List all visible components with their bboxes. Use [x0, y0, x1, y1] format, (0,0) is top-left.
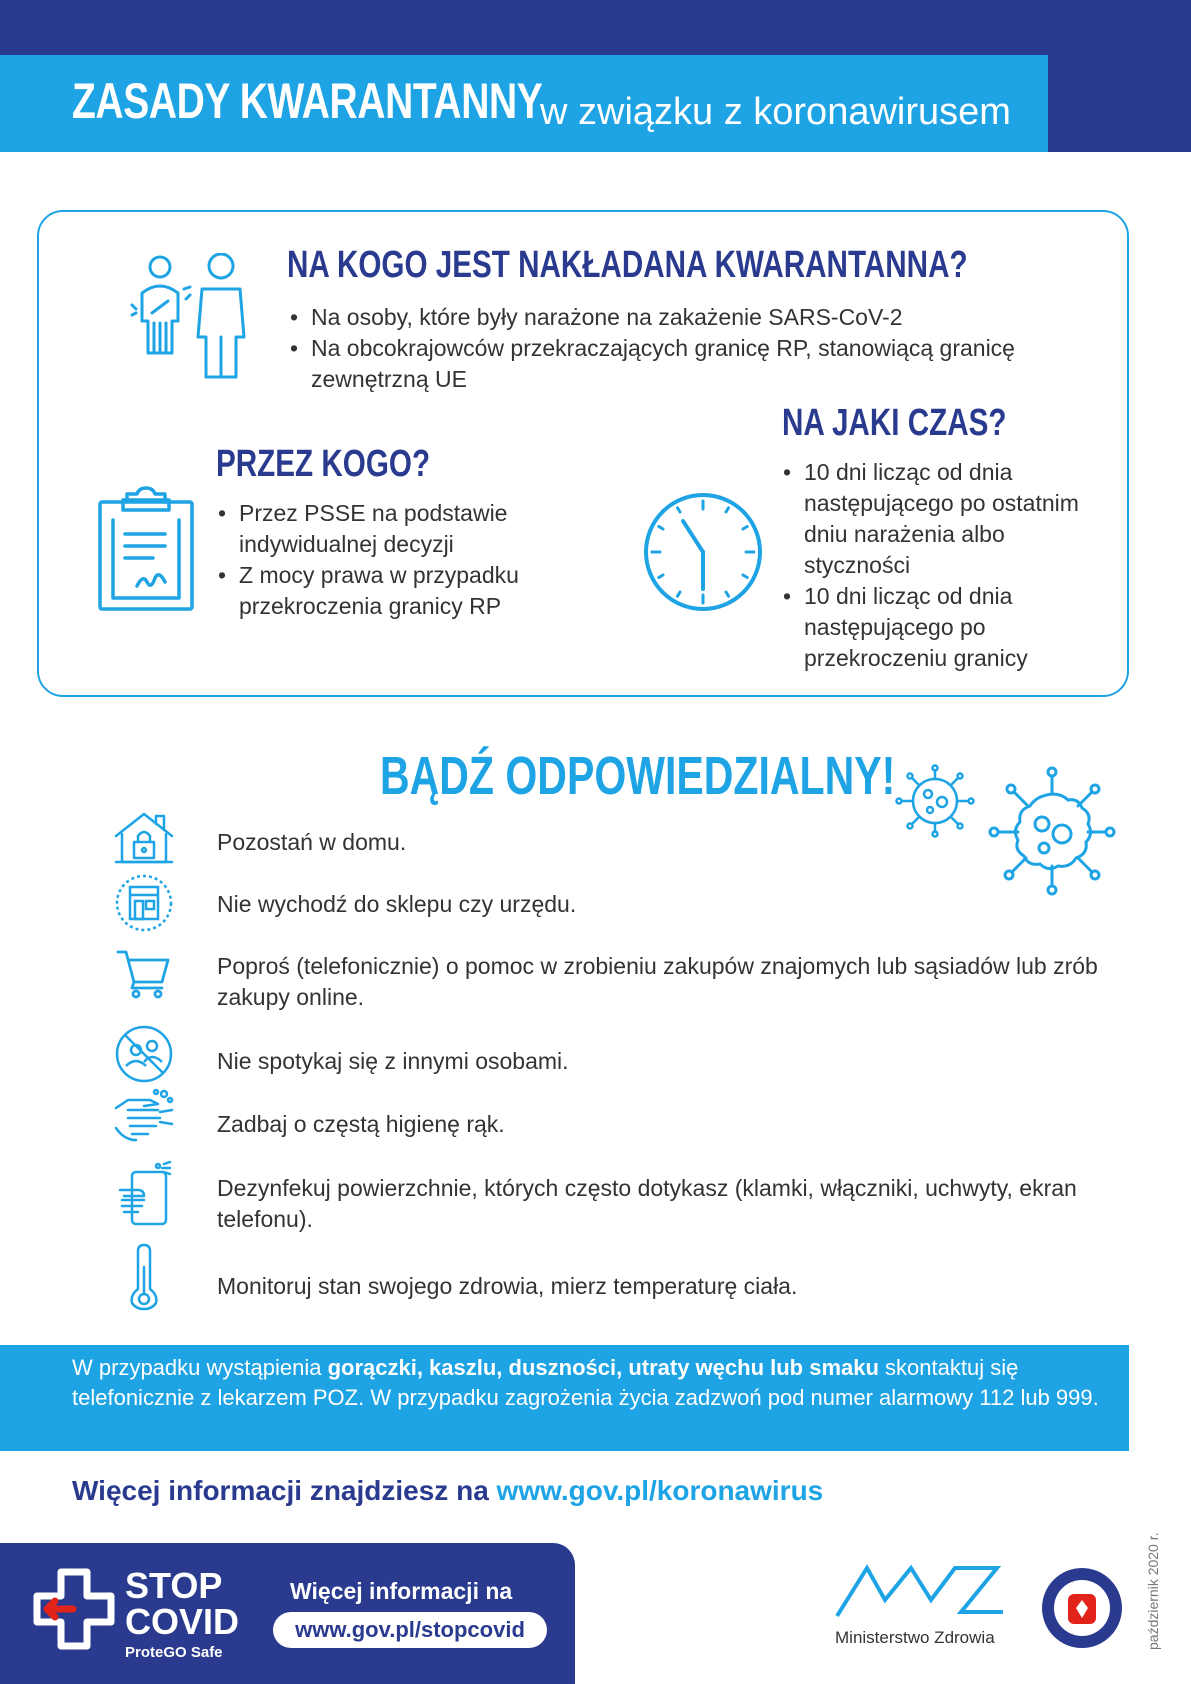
shop-icon — [114, 873, 174, 933]
list-item: • Z mocy prawa w przypadku przekroczenia granicy RP — [218, 562, 519, 619]
rule-stay-home: Pozostań w domu. — [217, 829, 407, 855]
disinfect-phone-icon — [114, 1160, 174, 1226]
people-icon — [128, 253, 256, 383]
house-lock-icon — [114, 812, 174, 864]
list-item: • Przez PSSE na podstawie indywidualnej decyzji — [218, 500, 508, 557]
list-item: • 10 dni licząc od dnia następującego po ostatnim dniu narażenia albo styczności — [783, 459, 1079, 578]
by-whom-heading: PRZEZ KOGO? — [216, 443, 431, 485]
no-meeting-icon — [114, 1024, 174, 1084]
page-title: ZASADY KWARANTANNY — [72, 73, 543, 129]
stopcovid-app-name: ProteGO Safe — [125, 1644, 223, 1661]
duration-heading: NA JAKI CZAS? — [782, 402, 1007, 444]
stopcovid-more-label: Więcej informacji na — [290, 1578, 513, 1604]
who-list — [290, 302, 1090, 395]
sanitary-inspection-seal-icon — [1040, 1566, 1124, 1650]
ministry-name: Ministerstwo Zdrowia — [835, 1628, 995, 1647]
rule-no-shop: Nie wychodź do sklepu czy urzędu. — [217, 891, 577, 917]
shopping-cart-icon — [116, 948, 172, 1000]
rule-monitor-health: Monitoruj stan swojego zdrowia, mierz temperaturę ciała. — [217, 1273, 798, 1299]
koronawirus-link[interactable]: www.gov.pl/koronawirus — [496, 1475, 824, 1506]
list-item: • 10 dni licząc od dnia następującego po przekroczeniu granicy — [783, 583, 1028, 671]
ministry-logo-icon — [835, 1560, 1010, 1620]
rule-disinfect: Dezynfekuj powierzchnie, których często dotykasz (klamki, włączniki, uchwyty, ekran telefonu). — [217, 1175, 1077, 1232]
list-item: • Na obcokrajowców przekraczających granicę RP, stanowiącą granicę zewnętrzną UE — [290, 335, 1015, 392]
clipboard-icon — [97, 486, 195, 612]
rule-ask-help: Poproś (telefonicznie) o pomoc w zrobieniu zakupów znajomych lub sąsiadów lub zrób zakupy online. — [217, 953, 1098, 1010]
publication-date: październik 2020 r. — [1145, 1532, 1161, 1650]
who-heading: NA KOGO JEST NAKŁADANA KWARANTANNA? — [287, 244, 968, 286]
clock-icon — [642, 491, 764, 613]
responsible-heading: BĄDŹ ODPOWIEDZIALNY! — [380, 746, 896, 806]
duration-list — [783, 457, 1093, 674]
rule-no-meeting: Nie spotykaj się z innymi osobami. — [217, 1048, 569, 1074]
thermometer-icon — [128, 1243, 160, 1311]
alert-message: W przypadku wystąpienia gorączki, kaszlu, duszności, utraty węchu lub smaku skontaktuj się telefonicznie z lekarzem POZ. W przypadku zagrożenia życia zadzwoń pod numer alarmowy 112 lub 999. — [72, 1355, 1099, 1410]
stopcovid-line1: STOP — [125, 1565, 223, 1606]
stopcovid-link[interactable]: www.gov.pl/stopcovid — [273, 1612, 547, 1648]
more-info-line: Więcej informacji znajdziesz na www.gov.pl/koronawirus — [72, 1475, 824, 1506]
hand-washing-icon — [114, 1088, 176, 1144]
page-subtitle: w związku z koronawirusem — [540, 91, 1011, 133]
stopcovid-line2: COVID — [125, 1601, 240, 1642]
list-item: • Na osoby, które były narażone na zakażenie SARS-CoV-2 — [290, 304, 903, 330]
rule-hand-hygiene: Zadbaj o częstą higienę rąk. — [217, 1111, 505, 1137]
by-whom-list — [218, 498, 558, 622]
stopcovid-logo-icon — [33, 1568, 115, 1650]
